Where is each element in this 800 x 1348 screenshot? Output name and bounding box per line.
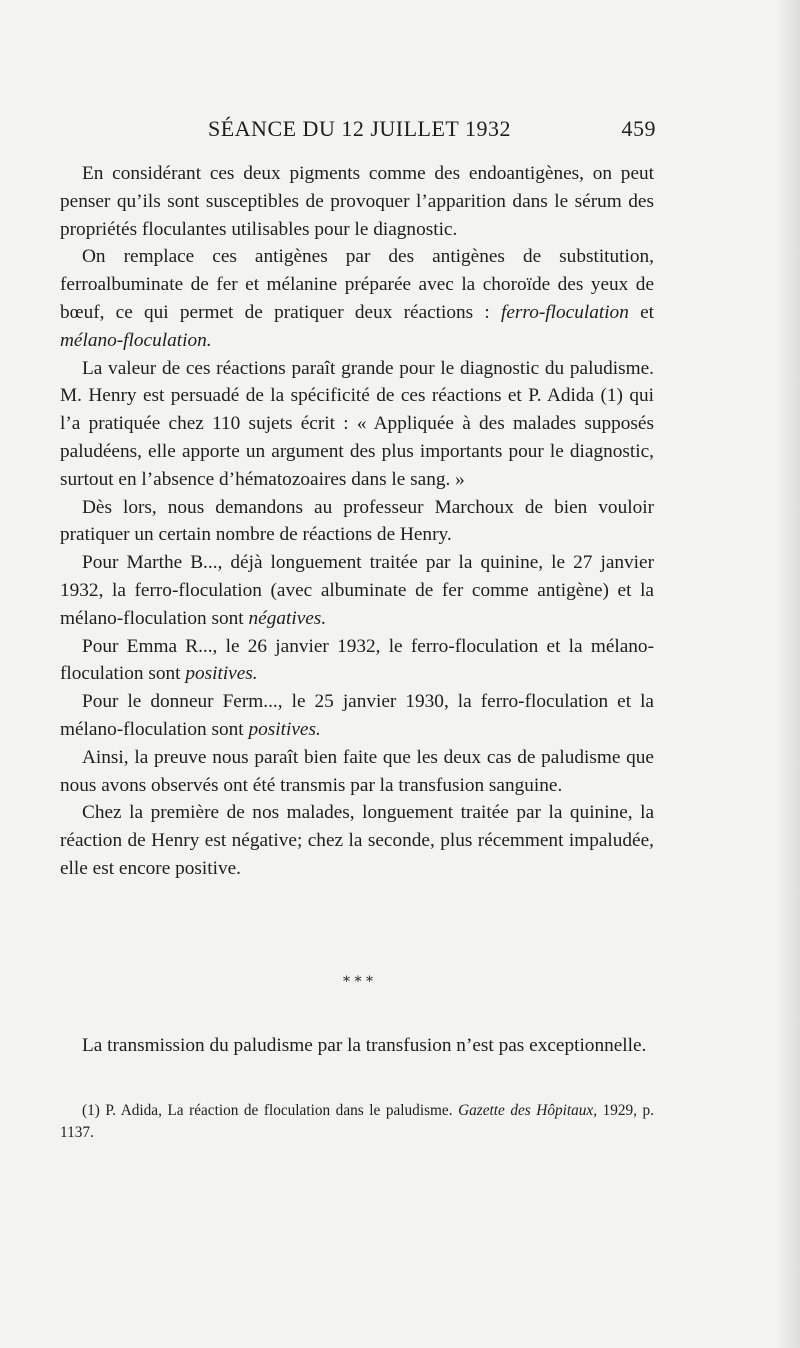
page-edge-shadow <box>776 0 800 1348</box>
paragraph-4-text: Dès lors, nous demandons au professeur Marchoux de bien vouloir pratiquer un certain nombre de réactions de Henry. <box>60 496 654 546</box>
footnote-tail: 1929, p. 1137. <box>60 1102 655 1141</box>
paragraph-2-text: On remplace ces antigènes par des antigènes de substitution, ferroalbuminate de fer et mélanine préparée avec la choroïde des yeux de bœuf, ce qui permet de pratiquer deux réactions : <box>60 246 654 323</box>
result-positives-emma: positives. <box>185 663 258 685</box>
footnote-lead: (1) P. Adida, La réaction de floculation dans le paludisme. <box>82 1102 453 1119</box>
conjunction-et: et <box>640 301 654 323</box>
header-title: SÉANCE DU 12 JUILLET 1932 <box>208 116 511 141</box>
paragraph-6-text: Pour Emma R..., le 26 janvier 1932, le ferro-floculation et la mélano-floculation sont <box>60 635 654 685</box>
paragraph-7 <box>60 688 654 744</box>
term-ferro-floculation: ferro-floculation <box>501 301 629 323</box>
body-text <box>60 160 654 883</box>
paragraph-8-text: Ainsi, la preuve nous paraît bien faite que les deux cas de paludisme que nous avons observés ont été transmis par la transfusion sanguine. <box>60 746 654 796</box>
paragraph-4 <box>60 494 654 550</box>
paragraph-6 <box>60 633 654 689</box>
term-melano-floculation: mélano-floculation. <box>60 329 212 351</box>
closing-text: La transmission du paludisme par la transfusion n’est pas exceptionnelle. <box>82 1035 647 1056</box>
result-positives-donneur: positives. <box>248 718 321 740</box>
paragraph-9-text: Chez la première de nos malades, longuement traitée par la quinine, la réaction de Henry est négative; chez la seconde, plus récemment impaludée, elle est encore positive. <box>60 802 654 879</box>
paragraph-7-text: Pour le donneur Ferm..., le 25 janvier 1930, la ferro-floculation et la mélano-floculation sont <box>60 691 654 740</box>
paragraph-2 <box>60 243 654 354</box>
footnote <box>60 1100 654 1144</box>
result-negatives: négatives. <box>248 607 327 629</box>
closing-paragraph <box>60 1032 654 1060</box>
paragraph-3 <box>60 355 654 494</box>
paragraph-5 <box>60 549 654 632</box>
section-asterism: * * * <box>343 974 373 990</box>
paragraph-8 <box>60 744 654 800</box>
paragraph-5-text: Pour Marthe B..., déjà longuement traitée par la quinine, le 27 janvier 1932, la ferro-floculation (avec albuminate de fer comme antigène) et la mélano-floculation sont <box>60 552 654 629</box>
paragraph-9 <box>60 799 654 882</box>
footnote-journal: Gazette des Hôpitaux, <box>458 1102 598 1119</box>
paragraph-1-text: En considérant ces deux pigments comme des endoantigènes, on peut penser qu’ils sont susceptibles de provoquer l’apparition dans le sérum des propriétés floculantes utilisables pour le diagnostic. <box>60 163 654 240</box>
paragraph-3-text: La valeur de ces réactions paraît grande pour le diagnostic du paludisme. M. Henry est persuadé de la spécificité de ces réactions et P. Adida (1) qui l’a pratiquée chez 110 sujets écrit : « Appliquée à des malades supposés paludéens, elle apporte un argument des plus importants pour le diagnostic, surtout en l’absence d’hématozoaires dans le sang. » <box>60 357 654 490</box>
page-number: 459 <box>621 116 656 141</box>
paragraph-1 <box>60 160 654 243</box>
